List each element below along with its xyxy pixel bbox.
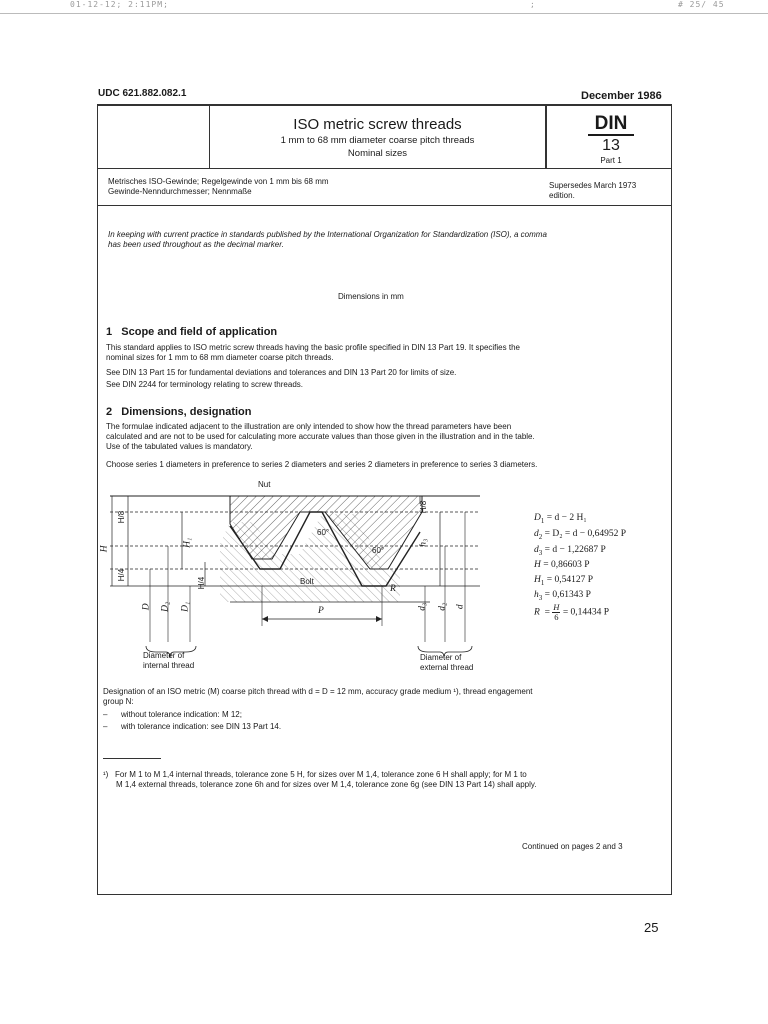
nut-label: Nut [258,480,271,489]
din-logo: DIN [588,114,634,136]
diameter-d3-label: d₃ [417,602,428,611]
supersedes-line-2: edition. [549,191,575,200]
section-1-terminology-reference: See DIN 2244 for terminology relating to screw threads. [106,380,303,389]
designation-item-no-tolerance: – without tolerance indication: M 12; [103,710,503,720]
diameter-d-label: d [455,604,466,610]
dim-H-over-8-label: H/8 [117,510,127,524]
dim-H-over-4-lower-label: H/4 [197,576,207,590]
section-2-series-preference: Choose series 1 diameters in preference to series 2 diameters and series 2 diameters in preference to series 3 diameters. [106,460,538,469]
section-1-tolerances-reference: See DIN 13 Part 15 for fundamental deviations and tolerances and DIN 13 Part 20 for limits of size. [106,368,457,377]
frame-left [97,104,98,894]
continued-note: Continued on pages 2 and 3 [522,842,623,851]
dim-H1-label: H₁ [182,537,193,548]
fax-page-counter: # 25/ 45 [678,0,725,9]
thread-profile-diagram [100,474,500,674]
din-part: Part 1 [600,156,622,165]
diameter-D2-label: D₂ [160,601,171,612]
formula-d3: $d_3 = d - 1,22687$ P [534,545,606,557]
external-diameter-caption-line-2: external thread [420,663,474,672]
german-title-line-2: Gewinde-Nenndurchmesser; Nennmaße [108,187,252,196]
decimal-marker-note-line-1: In keeping with current practice in standards published by the International Organization for Standardization (ISO), a comma [108,230,547,239]
fax-header-rule [0,13,768,14]
page-number: 25 [644,920,659,935]
nut-flank-angle-label: 60° [317,528,330,537]
diameter-D-label: D [141,603,152,611]
german-block-divider [97,205,672,206]
section-2-paragraph-line-3: Use of the tabulated values is mandatory. [106,442,253,451]
section-2-heading: 2 Dimensions, designation [106,406,252,418]
formula-H: H = 0,86603 P [534,560,590,570]
dim-H-over-4-label: H/4 [117,568,127,582]
formula-D1: $D_1 = d - 2$ H₁ [534,513,587,525]
dimensions-note: Dimensions in mm [338,292,404,301]
footnote-rule [103,758,161,759]
decimal-marker-note-line-2: has been used throughout as the decimal marker. [108,240,284,249]
formula-h3: $h_3 = 0,61343$ P [534,590,591,602]
diameter-d2-label: d₂ [437,602,448,611]
internal-diameter-caption-line-1: Diameter of [143,651,185,660]
footnote-line-1: ¹) For M 1 to M 1,4 internal threads, tolerance zone 5 H, for sizes over M 1,4, tolerance zone 6 H shall apply; for M 1 to [103,770,527,779]
designation-line-2: group N: [103,697,134,706]
document-subtitle-nominal: Nominal sizes [347,148,408,159]
section-1-paragraph-line-1: This standard applies to ISO metric screw threads having the basic profile specified in DIN 13 Part 19. It specifies the [106,343,520,352]
title-box-bottom [97,168,672,169]
section-2-paragraph-line-2: calculated and are not to be used for calculating more accurate values than those given in the illustration and in the table. [106,432,535,441]
frame-bottom [97,894,672,895]
title-box-right-divider [545,104,547,168]
document-title: ISO metric screw threads [293,116,462,133]
fax-separator: ; [530,0,536,9]
section-1-heading: 1 Scope and field of application [106,326,278,338]
issue-date: December 1986 [581,90,662,102]
bolt-flank-angle-label: 60° [372,546,385,555]
section-2-paragraph-line-1: The formulae indicated adjacent to the illustration are only intended to show how the thread parameters have been [106,422,512,431]
dim-R-label: R [390,584,396,594]
dim-H-label: H [99,545,110,553]
designation-item-with-tolerance: – with tolerance indication: see DIN 13 Part 14. [103,722,503,732]
diameter-D1-label: D₁ [180,601,191,612]
dim-H-over-8-upper-label: H/8 [419,500,429,514]
fax-timestamp: 01-12-12; 2:11PM; [70,0,169,9]
designation-list [103,710,503,732]
document-subtitle-range: 1 mm to 68 mm diameter coarse pitch threads [280,135,475,146]
german-title-line-1: Metrisches ISO-Gewinde; Regelgewinde von 1 mm bis 68 mm [108,177,329,186]
supersedes-line-1: Supersedes March 1973 [549,181,637,190]
formula-R: R = $\frac{H}{6} = 0,14434$ P [534,602,610,622]
bolt-label: Bolt [300,577,314,586]
designation-line-1: Designation of an ISO metric (M) coarse pitch thread with d = D = 12 mm, accuracy grade medium ¹), thread engagement [103,687,533,696]
dim-h3-label: h₃ [418,538,429,547]
footnote-line-2: M 1,4 external threads, tolerance zone 6h and for sizes over M 1,4, tolerance zone 6g (see DIN 13 Part 14) shall apply. [116,780,537,789]
udc-code: UDC 621.882.082.1 [98,88,187,99]
formula-d2: $d_2 = D_2 = d - 0,64952$ P [534,529,627,541]
frame-right [671,104,672,894]
section-1-paragraph-line-2: nominal sizes for 1 mm to 68 mm diameter coarse pitch threads. [106,353,334,362]
pitch-label: P [318,606,324,616]
internal-diameter-caption-line-2: internal thread [143,661,195,670]
formula-H1: $H_1 = 0,54127$ P [534,575,594,587]
din-number: 13 [602,137,620,154]
external-diameter-caption-line-1: Diameter of [420,653,462,662]
frame-top [97,104,672,106]
